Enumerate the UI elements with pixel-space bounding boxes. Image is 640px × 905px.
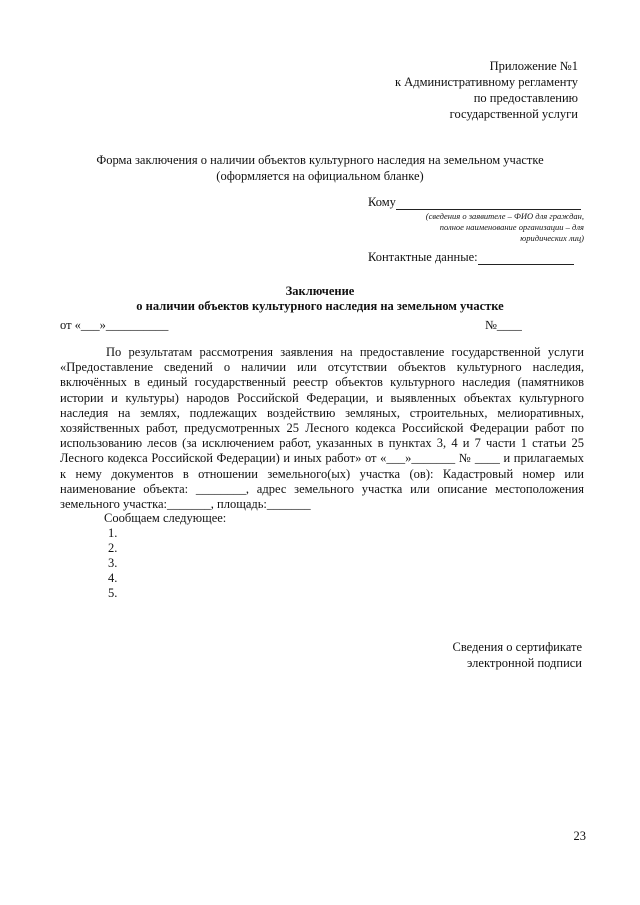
signature-info <box>453 639 582 671</box>
conclusion-number: №____ <box>485 318 522 332</box>
conclusion-date: от «___»__________ <box>60 318 169 332</box>
recipient-line <box>368 194 588 210</box>
recipient-fill-line <box>396 197 581 210</box>
appendix-line-4: государственной услуги <box>449 107 578 121</box>
inform-line: Сообщаем следующее: <box>104 511 227 525</box>
appendix-line-1: Приложение №1 <box>489 59 578 73</box>
recipient-note-line-1: (сведения о заявителе – ФИО для граждан, <box>425 211 584 221</box>
conclusion-heading <box>60 284 580 314</box>
contact-label: Контактные данные: <box>368 250 478 264</box>
recipient-label: Кому <box>368 195 396 209</box>
list-item: 4. <box>108 571 118 585</box>
conclusion-heading-line-1: Заключение <box>285 284 355 298</box>
contact-fill-line <box>478 252 574 265</box>
form-title <box>60 152 580 184</box>
signature-line-1: Сведения о сертификате <box>452 640 582 654</box>
contact-line <box>368 249 588 265</box>
conclusion-heading-line-2: о наличии объектов культурного наследия на земельном участке <box>136 299 504 313</box>
list-item: 1. <box>108 526 118 540</box>
list-item: 5. <box>108 586 118 600</box>
form-title-line-1: Форма заключения о наличии объектов культурного наследия на земельном участке <box>96 153 544 167</box>
body-paragraph: По результатам рассмотрения заявления на предоставление государственной услуги «Предоставление сведений о наличии или отсутствии объектов культурного наследия, включённых в единый государственный реестр объектов культурного наследия (памятников истории и культуры) народов Российской Федерации, и выявленных объектах культурного наследия на землях, подлежащих воздействию земляных, строительных, мелиоративных, хозяйственных работ, предусмотренных 25 Лесного кодекса Российской Федерации работ по использованию лесов (за исключением работ, указанных в пунктах 3, 4 и 7 части 1 статьи 25 Лесного кодекса Российской Федерации) и иных работ» от «___»_______ № ____ и прилагаемых к нему документов в отношении земельного(ых) участка (ов): Кадастровый номер или наименование объекта: ________, адрес земельного участка или описание местоположения земельного участка:_______, площадь:_______ <box>60 345 584 512</box>
page-number: 23 <box>573 829 586 843</box>
list-item: 3. <box>108 556 118 570</box>
appendix-line-3: по предоставлению <box>473 91 578 105</box>
appendix-header <box>395 58 578 122</box>
recipient-note-line-3: юридических лиц) <box>520 233 584 243</box>
recipient-note-line-2: полное наименование организации – для <box>439 222 584 232</box>
appendix-line-2: к Административному регламенту <box>394 75 578 89</box>
list-item: 2. <box>108 541 118 555</box>
form-title-line-2: (оформляется на официальном бланке) <box>216 169 424 183</box>
recipient-note <box>368 211 588 244</box>
numbered-list <box>108 526 117 601</box>
signature-line-2: электронной подписи <box>467 656 582 670</box>
recipient-block <box>368 194 588 265</box>
